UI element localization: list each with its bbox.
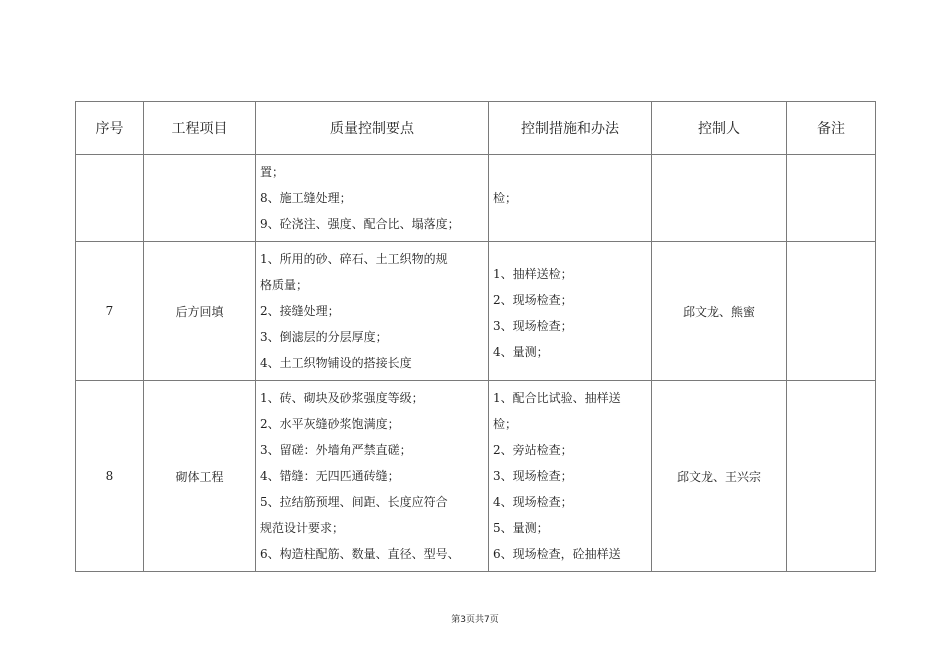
measure-line: 检； bbox=[493, 191, 518, 205]
measure-line: 2、旁站检查； bbox=[493, 443, 573, 457]
measure-line: 4、量测； bbox=[493, 345, 549, 359]
row-controller: 邱文龙、熊蜜 bbox=[652, 242, 787, 381]
header-controller: 控制人 bbox=[652, 102, 787, 155]
point-line: 5、拉结筋预埋、间距、长度应符合 bbox=[260, 495, 448, 509]
row-serial-no: 8 bbox=[76, 381, 144, 572]
row-control-measures bbox=[489, 242, 652, 381]
point-line: 9、砼浇注、强度、配合比、塌落度； bbox=[260, 217, 460, 231]
header-control-measures: 控制措施和办法 bbox=[489, 102, 652, 155]
measure-line: 6、现场检查，砼抽样送 bbox=[493, 547, 621, 561]
row-project-item: 后方回填 bbox=[144, 242, 256, 381]
point-line: 8、施工缝处理； bbox=[260, 191, 352, 205]
measure-line: 1、配合比试验、抽样送 bbox=[493, 391, 621, 405]
table-row bbox=[76, 242, 876, 381]
point-line: 2、接缝处理； bbox=[260, 304, 340, 318]
row-controller bbox=[652, 155, 787, 242]
row-project-item bbox=[144, 155, 256, 242]
measure-line: 检； bbox=[493, 417, 518, 431]
point-line: 4、土工织物铺设的搭接长度 bbox=[260, 356, 412, 370]
point-line: 2、水平灰缝砂浆饱满度； bbox=[260, 417, 400, 431]
header-remarks: 备注 bbox=[787, 102, 876, 155]
measure-line: 3、现场检查； bbox=[493, 319, 573, 333]
measure-line: 4、现场检查； bbox=[493, 495, 573, 509]
point-line: 3、倒滤层的分层厚度； bbox=[260, 330, 388, 344]
row-remarks bbox=[787, 242, 876, 381]
row-controller: 邱文龙、王兴宗 bbox=[652, 381, 787, 572]
page-number-footer: 第3页共7页 bbox=[451, 615, 499, 625]
point-line: 6、构造柱配筋、数量、直径、型号、 bbox=[260, 547, 460, 561]
point-line: 1、砖、砌块及砂浆强度等级； bbox=[260, 391, 424, 405]
row-remarks bbox=[787, 381, 876, 572]
row-quality-points bbox=[256, 155, 489, 242]
table-row bbox=[76, 381, 876, 572]
row-control-measures bbox=[489, 381, 652, 572]
measure-line: 1、抽样送检； bbox=[493, 267, 573, 281]
header-serial-no: 序号 bbox=[76, 102, 144, 155]
row-project-item: 砌体工程 bbox=[144, 381, 256, 572]
quality-control-table bbox=[75, 101, 876, 572]
row-quality-points bbox=[256, 242, 489, 381]
header-project-item: 工程项目 bbox=[144, 102, 256, 155]
table-header-row bbox=[76, 102, 876, 155]
point-line: 3、留磋：外墙角严禁直磋； bbox=[260, 443, 412, 457]
point-line: 4、错缝：无四匹通砖缝； bbox=[260, 469, 400, 483]
row-serial-no: 7 bbox=[76, 242, 144, 381]
header-quality-points: 质量控制要点 bbox=[256, 102, 489, 155]
measure-line: 3、现场检查； bbox=[493, 469, 573, 483]
point-line: 格质量； bbox=[260, 278, 309, 292]
measure-line: 2、现场检查； bbox=[493, 293, 573, 307]
row-quality-points bbox=[256, 381, 489, 572]
table-row bbox=[76, 155, 876, 242]
row-serial-no bbox=[76, 155, 144, 242]
point-line: 1、所用的砂、碎石、土工织物的规 bbox=[260, 252, 448, 266]
measure-line: 5、量测； bbox=[493, 521, 549, 535]
row-remarks bbox=[787, 155, 876, 242]
point-line: 置； bbox=[260, 165, 285, 179]
point-line: 规范设计要求； bbox=[260, 521, 345, 535]
row-control-measures bbox=[489, 155, 652, 242]
